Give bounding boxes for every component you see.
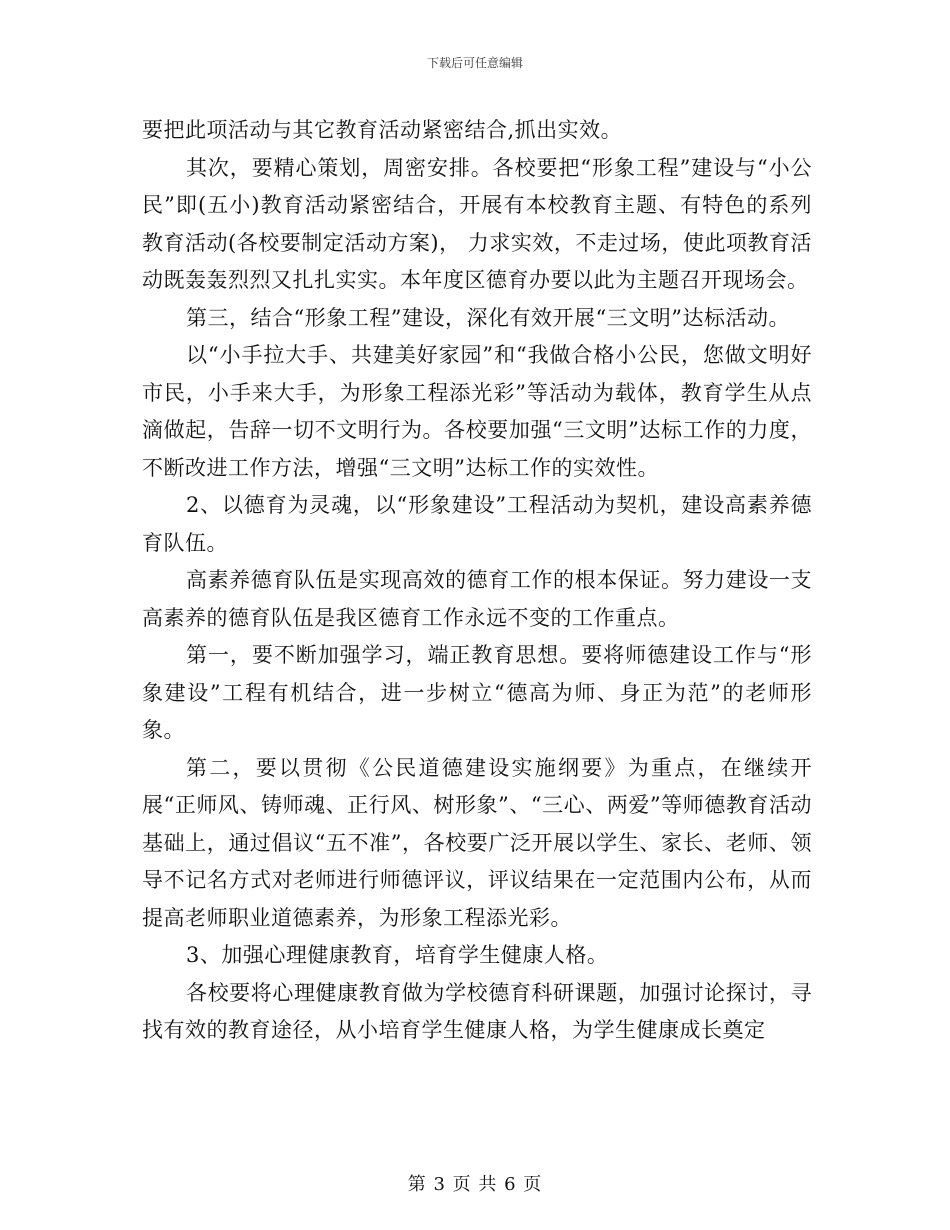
paragraph: 各校要将心理健康教育做为学校德育科研课题，加强讨论探讨，寻找有效的教育途径，从小培育学生健康人格，为学生健康成长奠定 (142, 980, 812, 1042)
paragraph: 2、以德育为灵魂，以“形象建设”工程活动为契机，建设高素养德育队伍。 (142, 493, 812, 555)
page-header-note: 下载后可任意编辑 (426, 56, 523, 70)
paragraph: 要把此项活动与其它教育活动紧密结合,抓出实效。 (142, 118, 623, 142)
document-body (142, 112, 812, 1050)
paragraph: 高素养德育队伍是实现高效的德育工作的根本保证。努力建设一支高素养的德育队伍是我区德育工作永远不变的工作重点。 (142, 568, 812, 630)
paragraph: 第二，要以贯彻《公民道德建设实施纲要》为重点，在继续开展“正师风、铸师魂、正行风、树形象”、“三心、两爱”等师德教育活动基础上，通过倡议“五不准”，各校要广泛开展以学生、家长、老师、领导不记名方式对老师进行师德评议，评议结果在一定范围内公布，从而提高老师职业道德素养，为形象工程添光彩。 (142, 755, 812, 930)
paragraph: 3、加强心理健康教育，培育学生健康人格。 (186, 943, 609, 967)
paragraph: 以“小手拉大手、共建美好家园”和“我做合格小公民，您做文明好市民，小手来大手，为形象工程添光彩”等活动为载体，教育学生从点滴做起，告辞一切不文明行为。各校要加强“三文明”达标工作的力度，不断改进工作方法，增强“三文明”达标工作的实效性。 (142, 343, 812, 480)
page-number-footer: 第 3 页 共 6 页 (407, 1174, 543, 1195)
paragraph: 其次，要精心策划，周密安排。各校要把“形象工程”建设与“小公民”即(五小)教育活动紧密结合，开展有本校教育主题、有特色的系列教育活动(各校要制定活动方案)， 力求实效，不走过场，使此项教育活动既轰轰烈烈又扎扎实实。本年度区德育办要以此为主题召开现场会。 (142, 155, 812, 292)
paragraph: 第三，结合“形象工程”建设，深化有效开展“三文明”达标活动。 (186, 305, 790, 330)
paragraph: 第一，要不断加强学习，端正教育思想。要将师德建设工作与“形象建设”工程有机结合，进一步树立“德高为师、身正为范”的老师形象。 (142, 643, 812, 742)
